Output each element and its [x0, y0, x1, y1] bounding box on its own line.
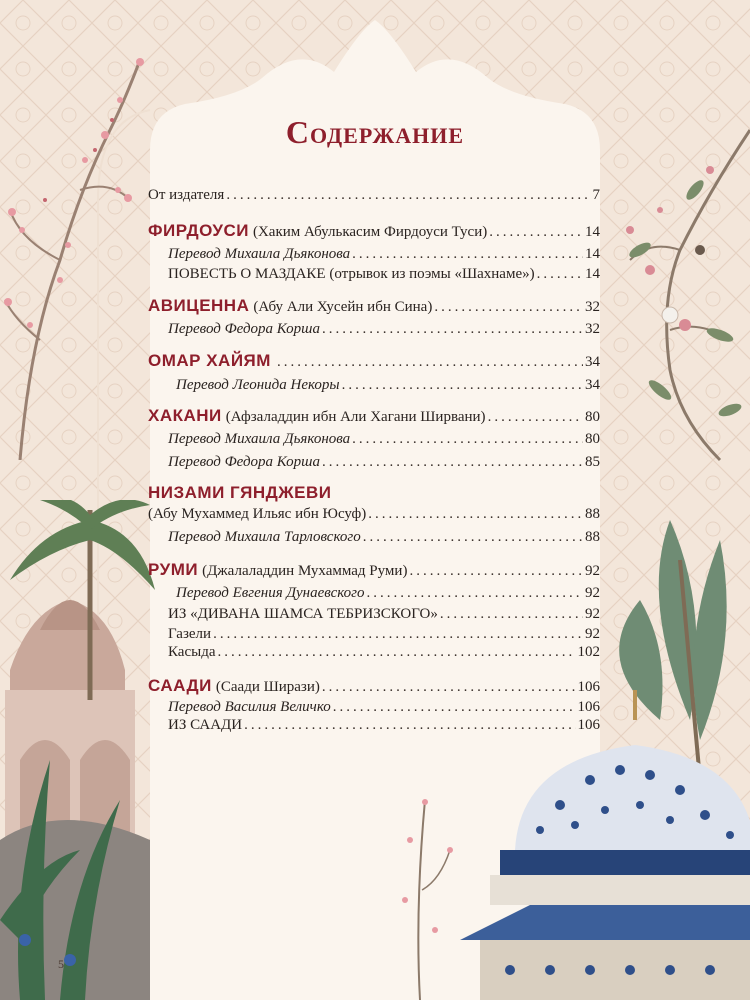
toc-entry-avicenna[interactable] [148, 297, 600, 316]
work-title: ИЗ «ДИВАНА ШАМСА ТЕБРИЗСКОГО» [168, 606, 438, 622]
author-name: ОМАР ХАЙЯМ [148, 351, 271, 370]
toc-page-number: 88 [585, 529, 600, 545]
author-full-name: (Джалаладдин Мухаммад Руми) [202, 563, 408, 579]
dot-leader [368, 505, 583, 523]
toc-entry-khayyam-translation[interactable] [176, 376, 600, 394]
author-name: РУМИ [148, 560, 199, 579]
author-full-name: (Абу Мухаммед Ильяс ибн Юсуф) [148, 506, 367, 522]
toc-page-number: 106 [577, 679, 600, 695]
author-name: ФИРДОУСИ [148, 221, 249, 240]
toc-page-number: 92 [585, 585, 600, 601]
toc-page-number: 14 [585, 266, 600, 282]
toc-entry-saadi[interactable] [148, 677, 600, 696]
cherry-blossom-branch-left [0, 40, 150, 460]
dot-leader [213, 625, 583, 643]
toc-entry-publisher[interactable] [148, 186, 600, 204]
dot-leader [244, 716, 575, 734]
toc-page-number: 34 [585, 354, 600, 370]
toc-entry-rumi-translation[interactable] [176, 584, 600, 602]
dot-leader [537, 265, 583, 283]
toc-entry-ferdowsi-translation[interactable] [168, 245, 600, 263]
dot-leader [342, 376, 583, 394]
work-title: Касыда [168, 644, 216, 660]
translation-title: Перевод Михаила Тарловского [168, 529, 361, 545]
toc-entry-khaqani-translation-1[interactable] [168, 430, 600, 448]
author-full-name: (Абу Али Хусейн ибн Сина) [253, 299, 433, 315]
author-full-name: (Афзаладдин ибн Али Хагани Ширвани) [225, 409, 486, 425]
toc-entry-khaqani[interactable] [148, 407, 600, 426]
dot-leader [434, 298, 583, 316]
toc-entry-nizami-full[interactable] [148, 505, 600, 523]
author-full-name: (Саади Ширази) [215, 679, 320, 695]
toc-entry-khaqani-translation-2[interactable] [168, 453, 600, 471]
toc-entry-khayyam[interactable] [148, 352, 600, 371]
toc-entry-avicenna-translation[interactable] [168, 320, 600, 338]
author-name: НИЗАМИ ГЯНДЖЕВИ [148, 483, 332, 502]
author-name: АВИЦЕННА [148, 296, 250, 315]
translation-title: Перевод Леонида Некоры [176, 377, 340, 393]
toc-entry-ferdowsi-work[interactable] [168, 265, 600, 283]
toc-entry-rumi-work[interactable] [168, 605, 600, 623]
dot-leader [333, 698, 576, 716]
toc-page-number: 80 [585, 409, 600, 425]
translation-title: Перевод Федора Корша [168, 321, 320, 337]
work-title: ПОВЕСТЬ О МАЗДАКЕ (отрывок из поэмы «Шахнаме») [168, 266, 535, 282]
toc-page-number: 7 [592, 187, 600, 203]
author-full-name: (Хаким Абулькасим Фирдоуси Туси) [252, 224, 488, 240]
toc-entry-rumi[interactable] [148, 561, 600, 580]
toc-page-number: 32 [585, 321, 600, 337]
toc-entry-saadi-work[interactable] [168, 716, 600, 734]
translation-title: Перевод Евгения Дунаевского [176, 585, 365, 601]
dot-leader [322, 320, 583, 338]
dot-leader [488, 408, 583, 426]
dot-leader [367, 584, 583, 602]
toc-entry-nizami-translation[interactable] [168, 528, 600, 546]
toc-entry-title: От издателя [148, 187, 225, 203]
flowering-branch-right [600, 110, 750, 470]
toc-page-number: 92 [585, 626, 600, 642]
toc-page-number: 102 [577, 644, 600, 660]
dot-leader [322, 453, 583, 471]
palace-palm-scene-left [0, 500, 160, 1000]
toc-page-number: 106 [577, 699, 600, 715]
toc-page-number: 32 [585, 299, 600, 315]
toc-page-number: 88 [585, 506, 600, 522]
toc-entry-ferdowsi[interactable] [148, 222, 600, 241]
work-title: ИЗ СААДИ [168, 717, 243, 733]
toc-entry-saadi-translation[interactable] [168, 698, 600, 716]
translation-title: Перевод Михаила Дьяконова [168, 246, 351, 262]
dot-leader [322, 678, 576, 696]
dot-leader [409, 562, 583, 580]
toc-page-number: 85 [585, 454, 600, 470]
dot-leader [440, 605, 583, 623]
toc-page-number: 92 [585, 606, 600, 622]
translation-title: Перевод Михаила Дьяконова [168, 431, 351, 447]
dot-leader [352, 245, 583, 263]
toc-entry-rumi-qasida[interactable] [168, 643, 600, 661]
toc-page-number: 106 [577, 717, 600, 733]
toc-page-number: 34 [585, 377, 600, 393]
dot-leader [363, 528, 583, 546]
dot-leader [352, 430, 583, 448]
dot-leader [489, 223, 583, 241]
dot-leader [226, 186, 590, 204]
translation-title: Перевод Федора Корша [168, 454, 320, 470]
toc-page-number: 92 [585, 563, 600, 579]
toc-title: Содержание [285, 114, 465, 150]
dot-leader [277, 353, 583, 371]
toc-page-number: 14 [585, 224, 600, 240]
toc-entry-nizami[interactable] [148, 484, 600, 502]
author-name: ХАКАНИ [148, 406, 222, 425]
translation-title: Перевод Василия Величко [168, 699, 331, 715]
blossom-sprig-bottom [380, 790, 460, 1000]
dot-leader [218, 643, 576, 661]
toc-page-number: 80 [585, 431, 600, 447]
author-name: СААДИ [148, 676, 212, 695]
work-title: Газели [168, 626, 212, 642]
page-number: 5 [58, 957, 64, 971]
toc-entry-rumi-ghazals[interactable] [168, 625, 600, 643]
toc-page-number: 14 [585, 246, 600, 262]
